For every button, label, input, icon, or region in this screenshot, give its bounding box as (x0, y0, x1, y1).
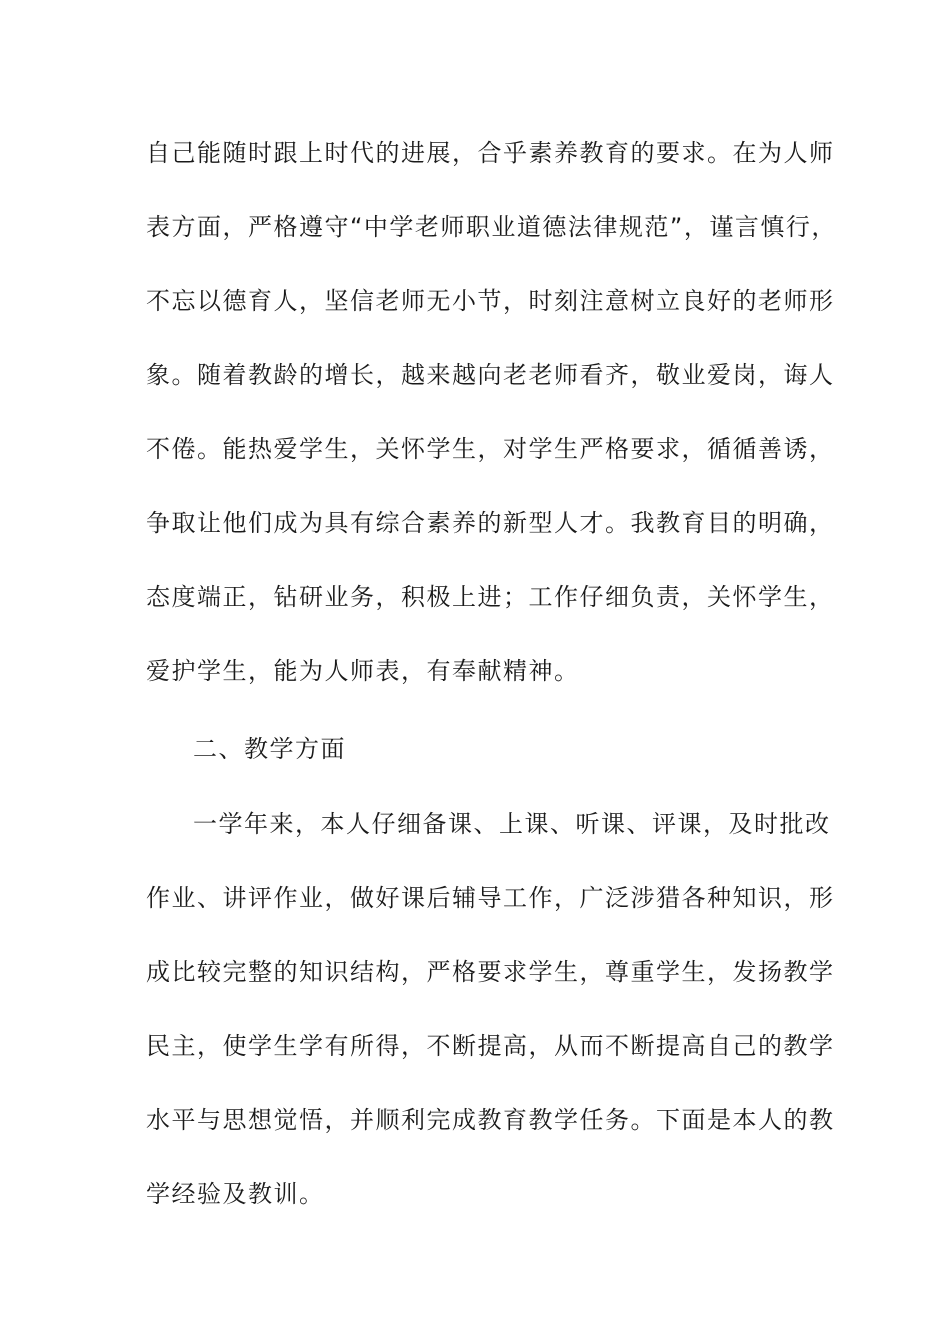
text-line: 作业、讲评作业，做好课后辅导工作，广泛涉猎各种知识，形 (146, 884, 835, 912)
text-line: 一学年来，本人仔细备课、上课、听课、评课，及时批改 (193, 810, 831, 838)
text-line: 学经验及教训。 (146, 1180, 325, 1208)
text-line: 表方面，严格遵守“中学老师职业道德法律规范”，谨言慎行， (146, 213, 837, 241)
text-line: 自己能随时跟上时代的进展，合乎素养教育的要求。在为人师 (146, 139, 835, 167)
section-heading: 二、教学方面 (193, 735, 346, 763)
text-line: 水平与思想觉悟，并顺利完成教育教学任务。下面是本人的教 (146, 1106, 835, 1134)
text-line: 争取让他们成为具有综合素养的新型人才。我教育目的明确， (146, 509, 835, 537)
text-line: 不忘以德育人，坚信老师无小节，时刻注意树立良好的老师形 (146, 287, 835, 315)
text-line: 不倦。能热爱学生，关怀学生，对学生严格要求，循循善诱， (146, 435, 835, 463)
text-line: 态度端正，钻研业务，积极上进；工作仔细负责，关怀学生， (146, 583, 835, 611)
text-line: 爱护学生，能为人师表，有奉献精神。 (146, 657, 580, 685)
text-line: 成比较完整的知识结构，严格要求学生，尊重学生，发扬教学 (146, 958, 835, 986)
text-line: 象。随着教龄的增长，越来越向老老师看齐，敬业爱岗，诲人 (146, 361, 835, 389)
text-line: 民主，使学生学有所得，不断提高，从而不断提高自己的教学 (146, 1032, 835, 1060)
